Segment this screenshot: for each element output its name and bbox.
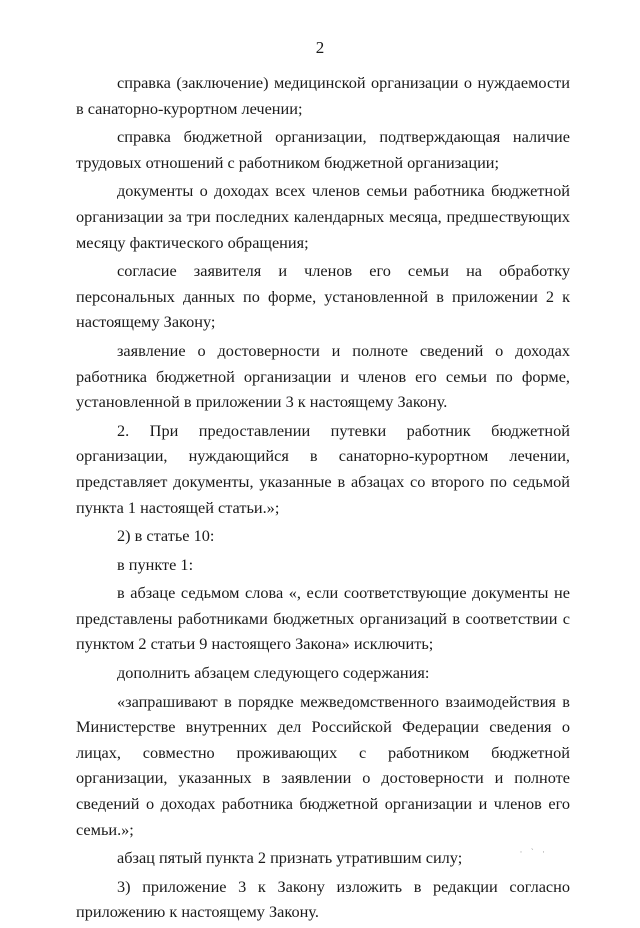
page-number: 2 xyxy=(315,38,325,57)
paragraph-medical-certificate: справка (заключение) медицинской организации о нуждаемости в санаторно-курортном лечении; xyxy=(76,73,570,118)
paragraph-add-clause: дополнить абзацем следующего содержания: xyxy=(117,663,430,683)
paragraph-interagency-request: «запрашивают в порядке межведомственного взаимодействия в Министерстве внутренних дел Российской Федерации сведения о лицах, совместно проживающих с работником бюджетной организации, указанных в заявлении о достоверности и полноте сведений о доходах работника бюджетной организации и членов его семьи.»; xyxy=(76,691,570,839)
paragraph-article-10: 2) в статье 10: xyxy=(117,526,215,546)
paragraph-voucher-documents: 2. При предоставлении путевки работник бюджетной организации, нуждающийся в санаторно-курортном лечении, представляет документы, указанные в абзацах со второго по седьмой пункта 1 настоящей статьи.»; xyxy=(76,420,570,517)
scan-artifact: · ` · xyxy=(519,847,548,857)
paragraph-point-1: в пункте 1: xyxy=(117,554,194,574)
paragraph-employment-certificate: справка бюджетной организации, подтверждающая наличие трудовых отношений с работником бюджетной организации; xyxy=(76,127,570,172)
paragraph-appendix-3: 3) приложение 3 к Закону изложить в редакции согласно приложению к настоящему Закону. xyxy=(76,876,570,922)
paragraph-personal-data-consent: согласие заявителя и членов его семьи на обработку персональных данных по форме, установленной в приложении 2 к настоящему Закону; xyxy=(76,261,570,332)
paragraph-income-documents: документы о доходах всех членов семьи работника бюджетной организации за три последних календарных месяца, предшествующих месяцу фактического обращения; xyxy=(76,181,570,252)
paragraph-income-statement: заявление о достоверности и полноте сведений о доходах работника бюджетной организации и членов его семьи по форме, установленной в приложении 3 к настоящему Закону. xyxy=(76,340,570,412)
paragraph-seventh-clause: в абзаце седьмом слова «, если соответствующие документы не представлены работниками бюджетных организаций в соответствии с пунктом 2 статьи 9 настоящего Закона» исключить; xyxy=(76,583,570,654)
document-body xyxy=(76,70,570,928)
paragraph-repeal-clause: абзац пятый пункта 2 признать утратившим силу; xyxy=(117,848,463,868)
